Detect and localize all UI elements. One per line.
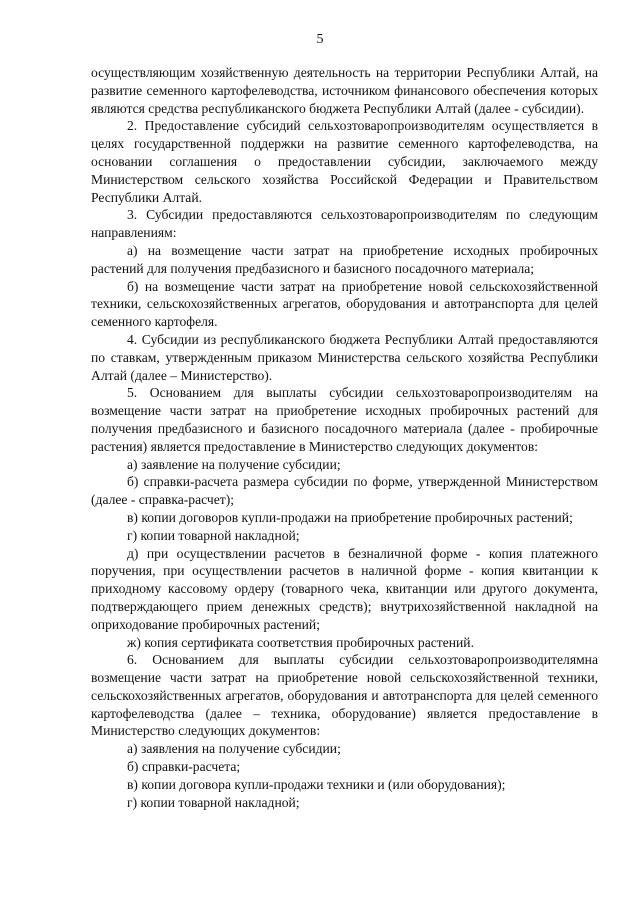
paragraph-4: 4. Субсидии из республиканского бюджета Республики Алтай предоставляются по ставкам, утвержденным приказом Министерства сельского хозяйства Республики Алтай (далее – Министерство). [91,331,598,383]
paragraph-6b: б) справки-расчета; [127,759,241,775]
paragraph-5zh: ж) копия сертификата соответствия пробирочных растений. [127,634,474,650]
paragraph-5: 5. Основанием для выплаты субсидии сельхозтоваропроизводителям на возмещение части затрат на приобретение исходных пробирочных растений для получения предбазисного и базисного посадочного материала (далее - пробирочные растения) является предоставление в Министерство следующих документов: [91,385,598,454]
paragraph-3b: б) на возмещение части затрат на приобретение новой сельскохозяйственной техники, сельскохозяйственных агрегатов, оборудования и автотранспорта для целей семенного картофеля. [91,278,598,330]
paragraph-3: 3. Субсидии предоставляются сельхозтоваропроизводителям по следующим направлениям: [91,207,598,241]
paragraph-3a: а) на возмещение части затрат на приобретение исходных пробирочных растений для получения предбазисного и базисного посадочного материала; [91,242,598,276]
paragraph-5g: г) копии товарной накладной; [127,527,300,543]
paragraph-6v: в) копии договора купли-продажи техники и (или оборудования); [127,776,506,792]
paragraph-2: 2. Предоставление субсидий сельхозтоваропроизводителям осуществляется в целях государственной поддержки на развитие семенного картофелеводства, на основании соглашения о предоставлении субсидии, заключаемого между Министерством сельского хозяйства Российской Федерации и Правительством Республики Алтай. [91,118,598,205]
paragraph-6: 6. Основанием для выплаты субсидии сельхозтоваропроизводителямна возмещение части затрат на приобретение новой сельскохозяйственной техники, сельскохозяйственных агрегатов, оборудования и автотранспорта для целей семенного картофелеводства (далее – техника, оборудование) является предоставление в Министерство следующих документов: [91,652,598,739]
paragraph-subsidies-intro: осуществляющим хозяйственную деятельность на территории Республики Алтай, на развитие семенного картофелеводства, источником финансового обеспечения которых являются средства республиканского бюджета Республики Алтай (далее - субсидии). [91,65,598,116]
paragraph-5a: а) заявление на получение субсидии; [127,456,341,472]
paragraph-6a: а) заявления на получение субсидии; [127,741,341,757]
document-body [91,64,598,811]
paragraph-5b: б) справки-расчета размера субсидии по форме, утвержденной Министерством (далее - справка-расчет); [91,474,598,508]
paragraph-6g: г) копии товарной накладной; [127,794,300,810]
paragraph-5d: д) при осуществлении расчетов в безналичной форме - копия платежного поручения, при осуществлении расчетов в наличной форме - копия квитанции к приходному кассовому ордеру (товарного чека, квитанции или другого документа, подтверждающего прием денежных средств); внутрихозяйственной накладной на оприходование пробирочных растений; [91,545,598,632]
page-number: 5 [316,32,324,47]
paragraph-5v: в) копии договоров купли-продажи на приобретение пробирочных растений; [127,509,573,525]
